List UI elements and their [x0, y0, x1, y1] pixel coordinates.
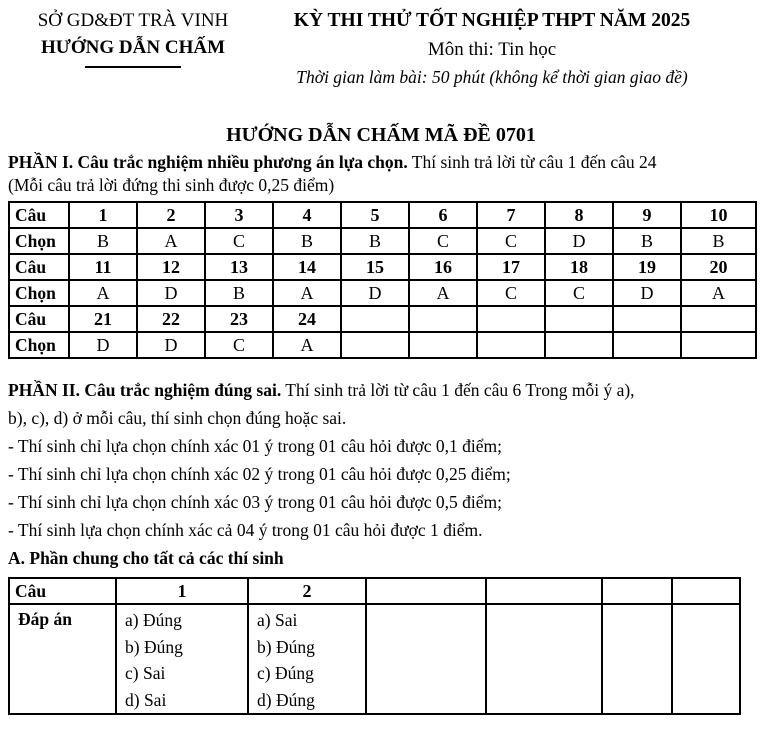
empty-cell	[409, 306, 477, 332]
empty-cell	[613, 332, 681, 358]
empty-cell	[409, 332, 477, 358]
answer-cell: B	[341, 228, 409, 254]
table-row-answers-21-24	[9, 332, 756, 358]
answer-line: c) Sai	[125, 663, 166, 683]
empty-cell	[486, 604, 602, 714]
row-label: Câu	[9, 306, 69, 332]
answer-cell: C	[205, 228, 273, 254]
answer-line: a) Đúng	[125, 610, 182, 630]
exam-subject: Môn thi: Tin học	[427, 39, 557, 60]
page-title: HƯỚNG DẪN CHẤM MÃ ĐỀ 0701	[226, 124, 536, 146]
answer-cell: D	[137, 280, 205, 306]
question-number: 15	[341, 254, 409, 280]
empty-cell	[341, 306, 409, 332]
table-row-answers	[9, 604, 740, 714]
question-number: 23	[205, 306, 273, 332]
empty-cell	[672, 604, 740, 714]
grading-guide-label: HƯỚNG DẪN CHẤM	[41, 37, 225, 58]
answer-line: a) Sai	[257, 610, 298, 630]
section-a-heading: A. Phần chung cho tất cả các thí sinh	[8, 548, 284, 568]
table-row-questions-1-10	[9, 202, 756, 228]
answer-line: b) Đúng	[125, 636, 183, 657]
answer-cell: C	[205, 332, 273, 358]
row-label: Đáp án	[9, 604, 116, 714]
question-number: 10	[681, 202, 756, 228]
answer-cell: B	[205, 280, 273, 306]
table-row-questions-21-24	[9, 306, 756, 332]
answer-cell: A	[409, 280, 477, 306]
answer-line: c) Đúng	[257, 663, 314, 683]
part1-heading-bold: PHẦN I. Câu trắc nghiệm nhiều phương án lựa chọn.	[8, 152, 408, 172]
answer-cell: A	[69, 280, 137, 306]
question-number: 2	[137, 202, 205, 228]
answer-cell: A	[681, 280, 756, 306]
question-number: 16	[409, 254, 477, 280]
question-number: 22	[137, 306, 205, 332]
row-label: Chọn	[9, 228, 69, 254]
answer-cell: C	[477, 280, 545, 306]
answer-cell: B	[613, 228, 681, 254]
scoring-rule-3: - Thí sinh chỉ lựa chọn chính xác 03 ý trong 01 câu hỏi được 0,5 điểm;	[8, 492, 502, 512]
answer-cell: C	[477, 228, 545, 254]
empty-cell	[602, 604, 672, 714]
table-row-answers-1-10	[9, 228, 756, 254]
empty-cell	[477, 306, 545, 332]
row-label: Chọn	[9, 280, 69, 306]
answer-cell: C	[409, 228, 477, 254]
row-label: Chọn	[9, 332, 69, 358]
answer-cell-q2	[248, 604, 366, 714]
row-label: Câu	[9, 578, 116, 604]
question-number: 8	[545, 202, 613, 228]
document-header	[0, 0, 762, 88]
underline-divider	[85, 66, 181, 68]
question-number: 1	[116, 578, 248, 604]
question-number: 4	[273, 202, 341, 228]
question-number: 7	[477, 202, 545, 228]
empty-cell	[602, 578, 672, 604]
question-number: 20	[681, 254, 756, 280]
answer-cell: B	[681, 228, 756, 254]
answer-cell: C	[545, 280, 613, 306]
question-number: 18	[545, 254, 613, 280]
empty-cell	[486, 578, 602, 604]
part2-heading	[8, 376, 762, 432]
question-number: 17	[477, 254, 545, 280]
empty-cell	[681, 332, 756, 358]
answer-line: b) Đúng	[257, 636, 315, 657]
exam-duration: Thời gian làm bài: 50 phút (không kể thời gian giao đề)	[296, 67, 688, 87]
header-right-block	[266, 10, 718, 88]
answer-cell: A	[273, 332, 341, 358]
question-number: 13	[205, 254, 273, 280]
row-label: Câu	[9, 202, 69, 228]
part2-heading-rest: Thí sinh trả lời từ câu 1 đến câu 6 Trong mỗi ý a),	[281, 380, 635, 400]
answer-cell: A	[137, 228, 205, 254]
answer-cell: D	[69, 332, 137, 358]
answer-cell: D	[137, 332, 205, 358]
answer-cell: A	[273, 280, 341, 306]
header-left-block	[0, 10, 266, 88]
empty-cell	[672, 578, 740, 604]
question-number: 3	[205, 202, 273, 228]
empty-cell	[545, 306, 613, 332]
question-number: 6	[409, 202, 477, 228]
answer-line: d) Sai	[125, 689, 167, 710]
scoring-rule-4: - Thí sinh lựa chọn chính xác cả 04 ý trong 01 câu hỏi được 1 điểm.	[8, 520, 483, 540]
question-number: 5	[341, 202, 409, 228]
question-number: 14	[273, 254, 341, 280]
empty-cell	[341, 332, 409, 358]
part2-answer-table	[8, 577, 741, 715]
question-number: 11	[69, 254, 137, 280]
answer-cell-q1	[116, 604, 248, 714]
answer-cell: B	[273, 228, 341, 254]
answer-cell: D	[341, 280, 409, 306]
row-label: Câu	[9, 254, 69, 280]
part1-heading-rest: Thí sinh trả lời từ câu 1 đến câu 24	[407, 152, 657, 172]
department-name: SỞ GD&ĐT TRÀ VINH	[37, 10, 229, 31]
answer-cell: D	[613, 280, 681, 306]
empty-cell	[366, 578, 486, 604]
empty-cell	[366, 604, 486, 714]
answer-cell: B	[69, 228, 137, 254]
empty-cell	[477, 332, 545, 358]
empty-cell	[681, 306, 756, 332]
part2-heading-bold: PHẦN II. Câu trắc nghiệm đúng sai.	[8, 380, 282, 400]
exam-title: KỲ THI THỬ TỐT NGHIỆP THPT NĂM 2025	[293, 10, 691, 31]
table-row-answers-11-20	[9, 280, 756, 306]
part1-note: (Mỗi câu trả lời đứng thi sinh được 0,25 điểm)	[8, 175, 335, 195]
part2-heading-line2: b), c), d) ở mỗi câu, thí sinh chọn đúng hoặc sai.	[8, 408, 347, 428]
table-row-question-numbers	[9, 578, 740, 604]
part1-heading	[8, 151, 762, 173]
table-row-questions-11-20	[9, 254, 756, 280]
question-number: 21	[69, 306, 137, 332]
answer-line: d) Đúng	[257, 689, 315, 710]
question-number: 24	[273, 306, 341, 332]
scoring-rule-2: - Thí sinh chỉ lựa chọn chính xác 02 ý trong 01 câu hỏi được 0,25 điểm;	[8, 464, 511, 484]
question-number: 12	[137, 254, 205, 280]
part1-answer-table	[8, 201, 757, 359]
question-number: 1	[69, 202, 137, 228]
question-number: 2	[248, 578, 366, 604]
empty-cell	[613, 306, 681, 332]
question-number: 9	[613, 202, 681, 228]
answer-cell: D	[545, 228, 613, 254]
question-number: 19	[613, 254, 681, 280]
empty-cell	[545, 332, 613, 358]
scoring-rule-1: - Thí sinh chỉ lựa chọn chính xác 01 ý trong 01 câu hỏi được 0,1 điểm;	[8, 436, 502, 456]
